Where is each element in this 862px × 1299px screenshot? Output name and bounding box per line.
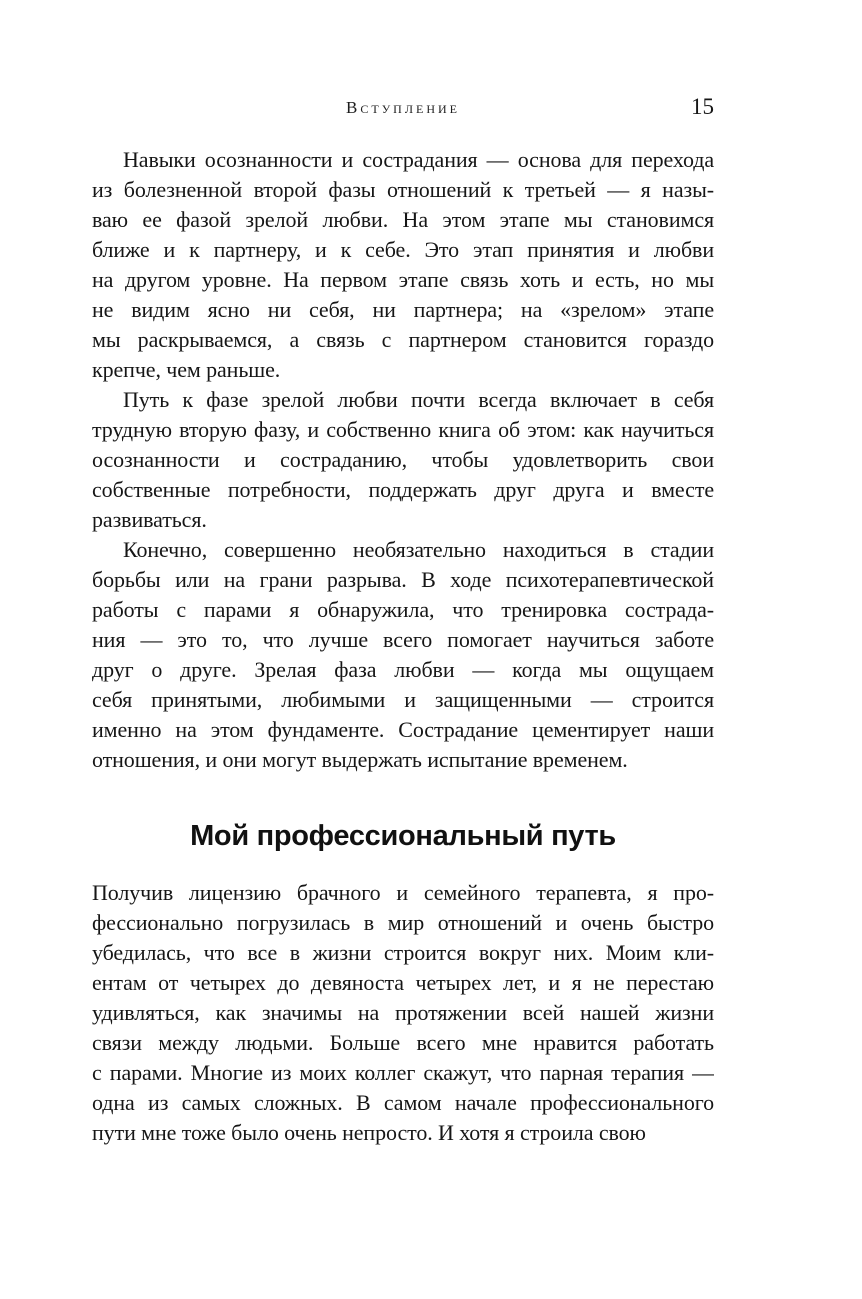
- running-title: Вступление: [346, 98, 460, 117]
- text-line: себя принятыми, любимыми и защищенными — строится: [92, 687, 714, 712]
- text-line: именно на этом фундаменте. Сострадание цементирует наши: [92, 717, 714, 742]
- text-line: ния — это то, что лучше всего помогает научиться заботе: [92, 627, 714, 652]
- text-line: убедилась, что все в жизни строится вокруг них. Моим кли-: [92, 940, 714, 965]
- paragraphs-before-heading: [92, 145, 714, 775]
- text-line: Получив лицензию брачного и семейного терапевта, я про-: [92, 880, 714, 905]
- page-number: 15: [691, 94, 714, 119]
- text-line: из болезненной второй фазы отношений к третьей — я назы-: [92, 177, 714, 202]
- text-line: Конечно, совершенно необязательно находиться в стадии: [123, 537, 714, 562]
- text-line: борьбы или на грани разрыва. В ходе психотерапевтической: [92, 567, 714, 592]
- text-line: не видим ясно ни себя, ни партнера; на «зрелом» этапе: [92, 297, 714, 322]
- text-column: [92, 145, 714, 1148]
- text-line: связи между людьми. Больше всего мне нравится работать: [92, 1030, 714, 1055]
- text-line: работы с парами я обнаружила, что тренировка сострада-: [92, 597, 714, 622]
- text-line: пути мне тоже было очень непросто. И хотя я строила свою: [92, 1120, 646, 1145]
- text-line: собственные потребности, поддержать друг друга и вместе: [92, 477, 714, 502]
- text-line: друг о друге. Зрелая фаза любви — когда мы ощущаем: [92, 657, 714, 682]
- text-line: развиваться.: [92, 507, 207, 532]
- paragraph: [92, 878, 714, 1148]
- text-line: на другом уровне. На первом этапе связь хоть и есть, но мы: [92, 267, 714, 292]
- text-line: трудную вторую фазу, и собственно книга об этом: как научиться: [92, 417, 714, 442]
- text-line: мы раскрываемся, а связь с партнером становится гораздо: [92, 327, 714, 352]
- text-line: фессионально погрузилась в мир отношений и очень быстро: [92, 910, 714, 935]
- paragraph: [92, 385, 714, 535]
- running-head: [92, 90, 714, 124]
- text-line: ваю ее фазой зрелой любви. На этом этапе мы становимся: [92, 207, 714, 232]
- text-line: одна из самых сложных. В самом начале профессионального: [92, 1090, 714, 1115]
- section-heading: Мой профессиональный путь: [190, 820, 616, 852]
- text-line: ближе и к партнеру, и к себе. Это этап принятия и любви: [92, 237, 714, 262]
- text-line: осознанности и состраданию, чтобы удовлетворить свои: [92, 447, 714, 472]
- paragraph: [92, 535, 714, 775]
- text-line: с парами. Многие из моих коллег скажут, что парная терапия —: [92, 1060, 714, 1085]
- text-line: крепче, чем раньше.: [92, 357, 281, 382]
- text-line: удивляться, как значимы на протяжении всей нашей жизни: [92, 1000, 714, 1025]
- text-line: ентам от четырех до девяноста четырех лет, и я не перестаю: [92, 970, 714, 995]
- text-line: Навыки осознанности и сострадания — основа для перехода: [123, 147, 714, 172]
- text-line: отношения, и они могут выдержать испытание временем.: [92, 747, 628, 772]
- text-line: Путь к фазе зрелой любви почти всегда включает в себя: [123, 387, 714, 412]
- paragraph: [92, 145, 714, 385]
- paragraphs-after-heading: [92, 878, 714, 1148]
